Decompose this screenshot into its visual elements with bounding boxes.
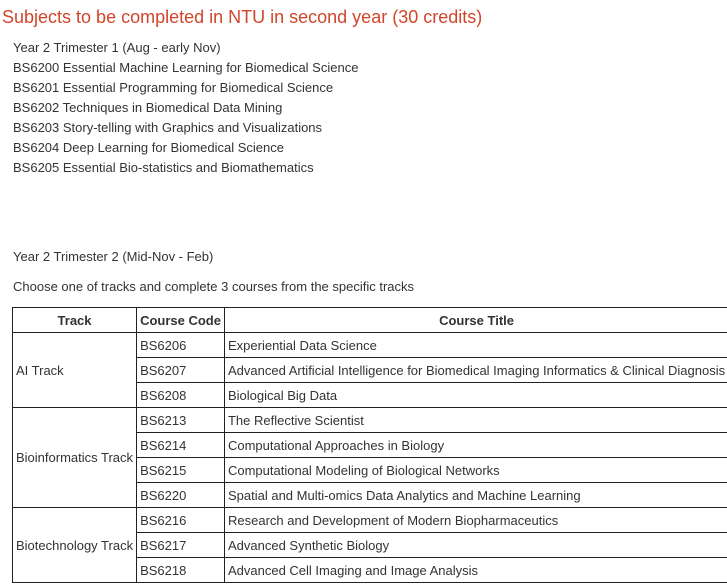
course-code-cell: BS6208 <box>137 383 225 408</box>
trimester2-title: Year 2 Trimester 2 (Mid-Nov - Feb) <box>13 249 214 264</box>
track-cell-biotechnology: Biotechnology Track <box>13 508 137 583</box>
tracks-table <box>12 307 727 583</box>
course-title-cell: Biological Big Data <box>224 383 727 408</box>
page-heading: Subjects to be completed in NTU in second year (30 credits) <box>2 7 483 27</box>
table-row <box>13 333 727 358</box>
course-line: BS6204 Deep Learning for Biomedical Science <box>13 140 285 155</box>
header-course-code: Course Code <box>137 308 225 333</box>
course-title-cell: Research and Development of Modern Biopharmaceutics <box>224 508 727 533</box>
table-row <box>13 408 727 433</box>
course-line: BS6200 Essential Machine Learning for Biomedical Science <box>13 60 359 75</box>
course-title-cell: Experiential Data Science <box>224 333 727 358</box>
course-code-cell: BS6214 <box>137 433 225 458</box>
track-cell-ai: AI Track <box>13 333 137 408</box>
trimester1-section <box>13 38 358 178</box>
course-line: BS6201 Essential Programming for Biomedical Science <box>13 80 334 95</box>
course-title-cell: Computational Approaches in Biology <box>224 433 727 458</box>
header-track: Track <box>13 308 137 333</box>
course-line: BS6202 Techniques in Biomedical Data Mining <box>13 100 283 115</box>
course-title-cell: Advanced Cell Imaging and Image Analysis <box>224 558 727 583</box>
table-header-row <box>13 308 727 333</box>
course-code-cell: BS6206 <box>137 333 225 358</box>
course-code-cell: BS6215 <box>137 458 225 483</box>
header-course-title: Course Title <box>224 308 727 333</box>
course-title-cell: Advanced Artificial Intelligence for Biomedical Imaging Informatics & Clinical Diagnosis <box>224 358 727 383</box>
course-line: BS6205 Essential Bio-statistics and Biomathematics <box>13 160 314 175</box>
course-code-cell: BS6218 <box>137 558 225 583</box>
course-title-cell: Advanced Synthetic Biology <box>224 533 727 558</box>
course-code-cell: BS6213 <box>137 408 225 433</box>
trimester1-title: Year 2 Trimester 1 (Aug - early Nov) <box>13 40 221 55</box>
course-title-cell: Spatial and Multi-omics Data Analytics and Machine Learning <box>224 483 727 508</box>
table-row <box>13 508 727 533</box>
course-title-cell: The Reflective Scientist <box>224 408 727 433</box>
trimester2-instruction: Choose one of tracks and complete 3 courses from the specific tracks <box>13 279 415 294</box>
track-cell-bioinformatics: Bioinformatics Track <box>13 408 137 508</box>
course-code-cell: BS6216 <box>137 508 225 533</box>
course-code-cell: BS6217 <box>137 533 225 558</box>
course-title-cell: Computational Modeling of Biological Networks <box>224 458 727 483</box>
course-line: BS6203 Story-telling with Graphics and Visualizations <box>13 120 323 135</box>
course-code-cell: BS6220 <box>137 483 225 508</box>
course-code-cell: BS6207 <box>137 358 225 383</box>
